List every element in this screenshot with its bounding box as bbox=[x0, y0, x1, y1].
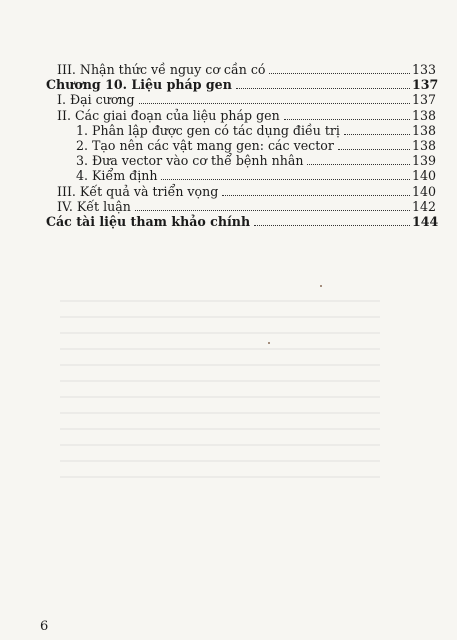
toc-leader-dots bbox=[139, 103, 410, 104]
toc-leader-dots bbox=[222, 195, 410, 196]
toc-entry-title: 2. Tạo nên các vật mang gen: các vector bbox=[76, 137, 334, 153]
toc-entry bbox=[42, 62, 437, 77]
toc-subentry bbox=[42, 153, 437, 169]
toc-entry-page: 140 bbox=[412, 183, 437, 199]
toc-leader-dots bbox=[269, 73, 410, 74]
paper-speck bbox=[268, 342, 270, 344]
toc-subentry bbox=[42, 168, 437, 184]
paper-speck bbox=[320, 285, 322, 287]
toc-leader-dots bbox=[236, 88, 410, 89]
show-through-text bbox=[60, 300, 380, 610]
toc-entry-title: IV. Kết luận bbox=[57, 198, 131, 214]
toc-leader-dots bbox=[344, 134, 410, 135]
toc-entry-title: 1. Phân lập được gen có tác dụng điều trị bbox=[76, 122, 340, 138]
toc-entry-page: 144 bbox=[412, 213, 439, 229]
toc-entry-page: 133 bbox=[412, 62, 437, 77]
toc-leader-dots bbox=[307, 164, 410, 165]
toc-entry bbox=[42, 198, 437, 214]
toc-entry bbox=[42, 92, 437, 108]
toc-entry-page: 142 bbox=[412, 198, 437, 214]
table-of-contents bbox=[42, 62, 439, 229]
toc-leader-dots bbox=[161, 179, 410, 180]
toc-entry-title: 4. Kiểm định bbox=[76, 168, 158, 184]
toc-leader-dots bbox=[284, 119, 410, 120]
toc-entry-page: 138 bbox=[412, 107, 437, 123]
toc-entry-page: 138 bbox=[412, 122, 437, 138]
toc-chapter-heading bbox=[42, 77, 439, 93]
toc-leader-dots bbox=[254, 225, 410, 226]
toc-subentry bbox=[42, 137, 437, 153]
toc-entry-title: Chương 10. Liệu pháp gen bbox=[46, 77, 232, 93]
toc-entry-page: 137 bbox=[412, 92, 437, 108]
toc-entry-page: 140 bbox=[412, 168, 437, 184]
toc-entry bbox=[42, 107, 437, 123]
toc-entry-title: Các tài liệu tham khảo chính bbox=[46, 213, 251, 229]
toc-leader-dots bbox=[135, 210, 410, 211]
toc-entry-title: II. Các giai đoạn của liệu pháp gen bbox=[57, 107, 280, 123]
toc-entry-page: 137 bbox=[412, 77, 439, 93]
toc-entry-title: III. Kết quả và triển vọng bbox=[57, 183, 219, 199]
toc-entry-title: 3. Đưa vector vào cơ thể bệnh nhân bbox=[76, 153, 304, 169]
toc-entry-page: 138 bbox=[412, 137, 437, 153]
toc-entry bbox=[42, 183, 437, 199]
toc-entry-title: III. Nhận thức về nguy cơ cần có bbox=[57, 62, 266, 77]
toc-subentry bbox=[42, 122, 437, 138]
page-number: 6 bbox=[40, 619, 49, 634]
toc-leader-dots bbox=[338, 149, 410, 150]
toc-references-heading bbox=[42, 213, 439, 229]
toc-entry-title: I. Đại cương bbox=[57, 92, 135, 108]
toc-entry-page: 139 bbox=[412, 153, 437, 169]
